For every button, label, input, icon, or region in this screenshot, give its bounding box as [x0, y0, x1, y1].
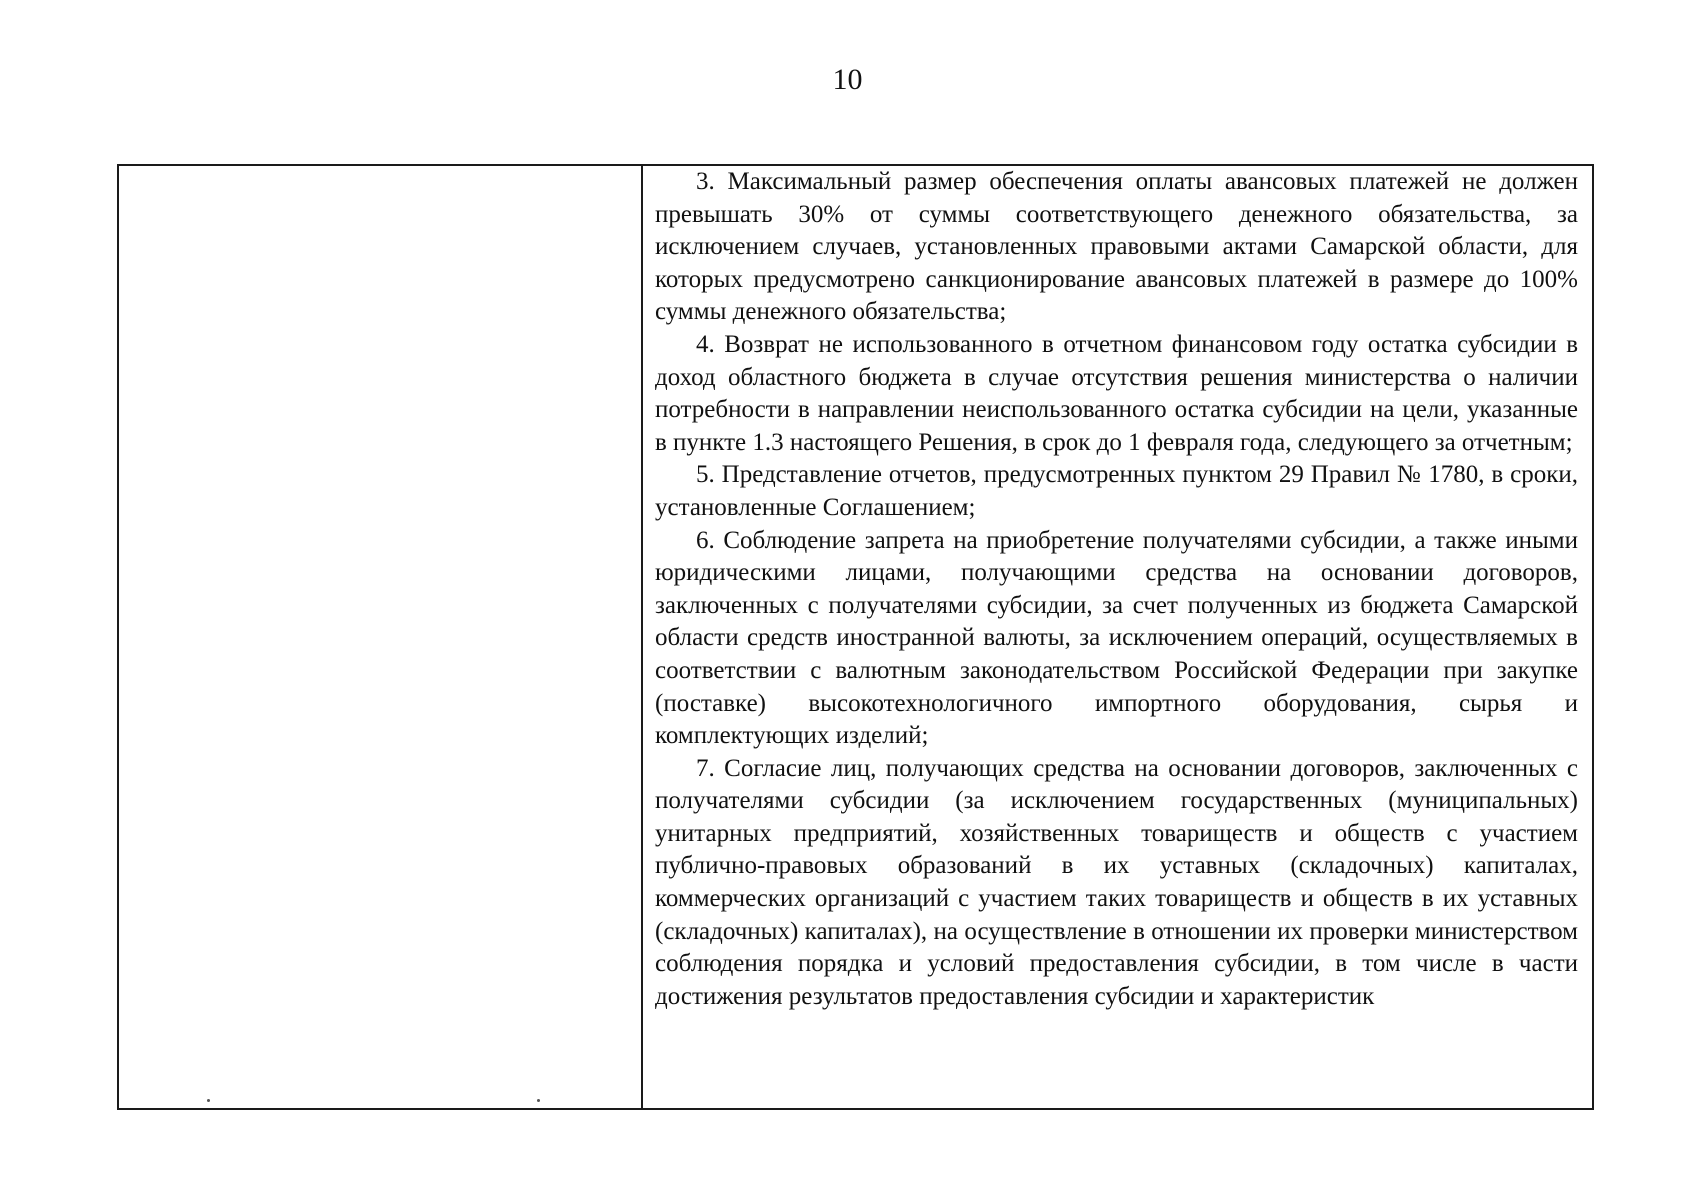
table-left-cell: [119, 166, 643, 1108]
list-item: 6. Соблюдение запрета на приобретение получателями субсидии, а также иными юридическими лицами, получающими средства на основании договоров, заключенных с получателями субсидии, за счет полученных из бюджета Самарской области средств иностранной валюты, за исключением операций, осуществляемых в соответствии с валютным законодательством Российской Федерации при закупке (поставке) высокотехнологичного импортного оборудования, сырья и комплектующих изделий;: [655, 526, 1578, 750]
table-right-cell: [643, 166, 1592, 1108]
list-item: 3. Максимальный размер обеспечения оплаты авансовых платежей не должен превышать 30% от суммы соответствующего денежного обязательства, за исключением случаев, установленных правовыми актами Самарской области, для которых предусмотрено санкционирование авансовых платежей в размере до 100% суммы денежного обязательства;: [655, 168, 1578, 326]
document-table: [117, 164, 1594, 1110]
scan-speck: [207, 1099, 210, 1102]
list-item: 7. Согласие лиц, получающих средства на основании договоров, заключенных с получателями субсидии (за исключением государственных (муниципальных) унитарных предприятий, хозяйственных товариществ и обществ с участием публично-правовых образований в их уставных (складочных) капиталах, коммерческих организаций с участием таких товариществ и обществ в их уставных (складочных) капиталах), на осуществление в отношении их проверки министерством соблюдения порядка и условий предоставления субсидии, в том числе в части достижения результатов предоставления субсидии и характеристик: [655, 754, 1578, 1010]
page-number: 10: [832, 63, 863, 96]
list-item: 4. Возврат не использованного в отчетном финансовом году остатка субсидии в доход областного бюджета в случае отсутствия решения министерства о наличии потребности в направлении неиспользованного остатка субсидии на цели, указанные в пункте 1.3 настоящего Решения, в срок до 1 февраля года, следующего за отчетным;: [655, 330, 1578, 456]
scan-speck: [537, 1099, 540, 1102]
list-item: 5. Представление отчетов, предусмотренных пунктом 29 Правил № 1780, в сроки, установленные Соглашением;: [655, 461, 1578, 521]
